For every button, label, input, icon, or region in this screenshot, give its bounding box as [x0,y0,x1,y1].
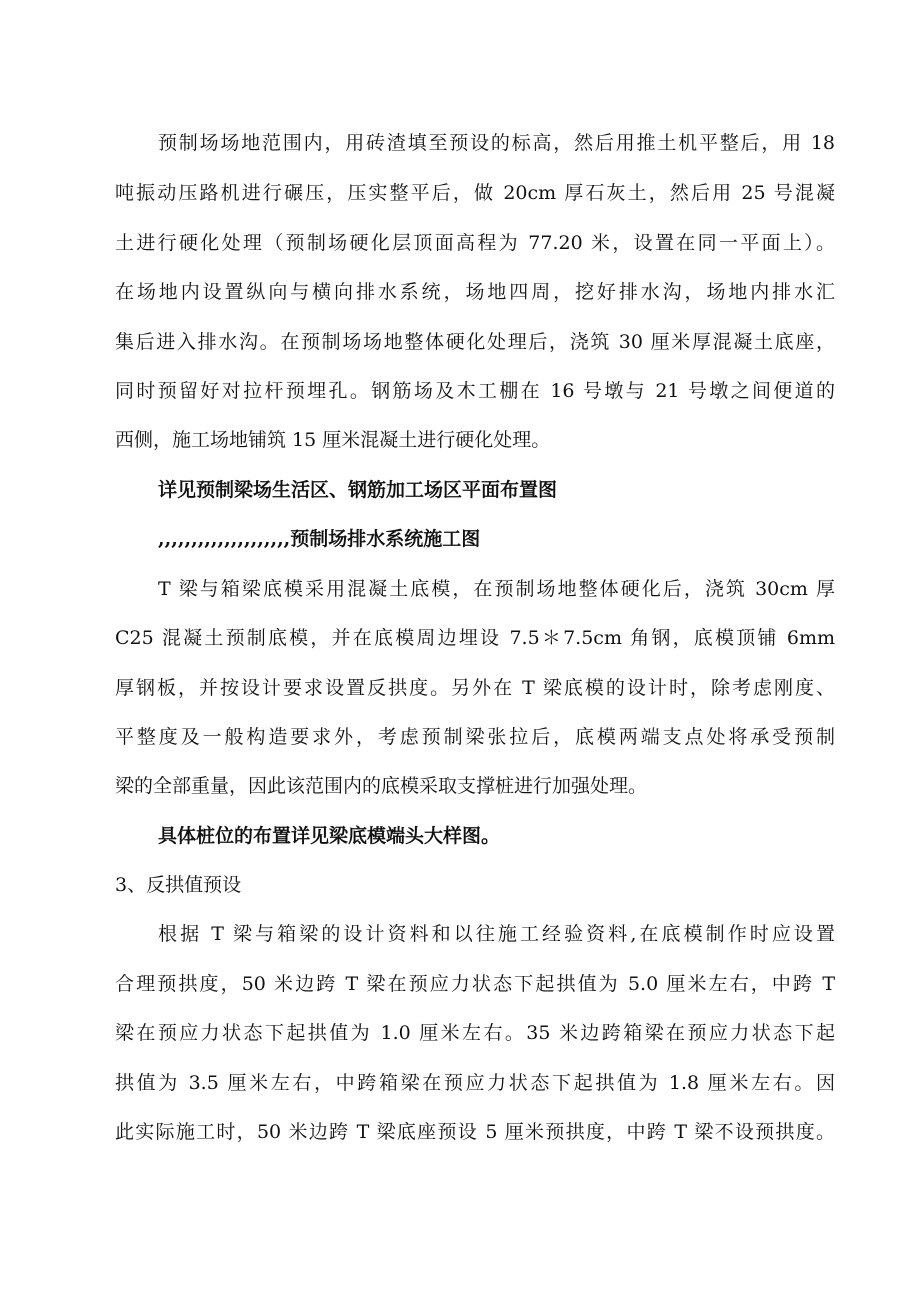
reference-line-layout-plan: 详见预制梁场生活区、钢筋加工场区平面布置图 [158,479,558,501]
section-heading-camber: 3、反拱值预设 [115,874,242,896]
paragraph-1-line-4: 在场地内设置纵向与横向排水系统，场地四周，挖好排水沟，场地内排水汇 [115,281,835,303]
paragraph-2-line-4: 平整度及一般构造要求外，考虑预制梁张拉后，底模两端支点处将承受预制 [115,726,835,748]
paragraph-3-line-4: 拱值为 3.5 厘米左右，中跨箱梁在预应力状态下起拱值为 1.8 厘米左右。因 [115,1072,835,1094]
paragraph-1-line-1: 预制场场地范围内，用砖渣填至预设的标高，然后用推土机平整后，用 18 [158,132,835,154]
paragraph-3-line-5: 此实际施工时，50 米边跨 T 梁底座预设 5 厘米预拱度，中跨 T 梁不设预拱度。 [115,1121,835,1143]
paragraph-2-line-5: 梁的全部重量，因此该范围内的底模采取支撑桩进行加强处理。 [115,775,648,797]
paragraph-1-line-2: 吨振动压路机进行碾压，压实整平后，做 20cm 厚石灰土，然后用 25 号混凝 [115,182,835,204]
paragraph-1-line-6: 同时预留好对拉杆预埋孔。钢筋场及木工棚在 16 号墩与 21 号墩之间便道的 [115,380,835,402]
paragraph-3-line-3: 梁在预应力状态下起拱值为 1.0 厘米左右。35 米边跨箱梁在预应力状态下起 [115,1022,835,1044]
reference-line-drainage-plan: ,,,,,,,,,,,,,,,,,,,,预制场排水系统施工图 [158,528,481,550]
paragraph-2-line-2: C25 混凝土预制底模，并在底模周边埋设 7.5＊7.5cm 角钢，底模顶铺 6mm [115,627,835,649]
paragraph-3-line-2: 合理预拱度，50 米边跨 T 梁在预应力状态下起拱值为 5.0 厘米左右，中跨 T [115,973,835,995]
paragraph-3-line-1: 根据 T 梁与箱梁的设计资料和以往施工经验资料,在底模制作时应设置 [158,923,835,945]
paragraph-2-line-1: T 梁与箱梁底模采用混凝土底模，在预制场地整体硬化后，浇筑 30cm 厚 [158,578,835,600]
paragraph-1-line-7: 西侧，施工场地铺筑 15 厘米混凝土进行硬化处理。 [115,429,551,451]
reference-line-pile-detail: 具体桩位的布置详见梁底模端头大样图。 [158,825,501,847]
paragraph-2-line-3: 厚钢板，并按设计要求设置反拱度。另外在 T 梁底模的设计时，除考虑刚度、 [115,677,835,699]
paragraph-1-line-3: 土进行硬化处理（预制场硬化层顶面高程为 77.20 米，设置在同一平面上）。 [115,232,835,254]
paragraph-1-line-5: 集后进入排水沟。在预制场场地整体硬化处理后，浇筑 30 厘米厚混凝土底座， [115,331,835,353]
